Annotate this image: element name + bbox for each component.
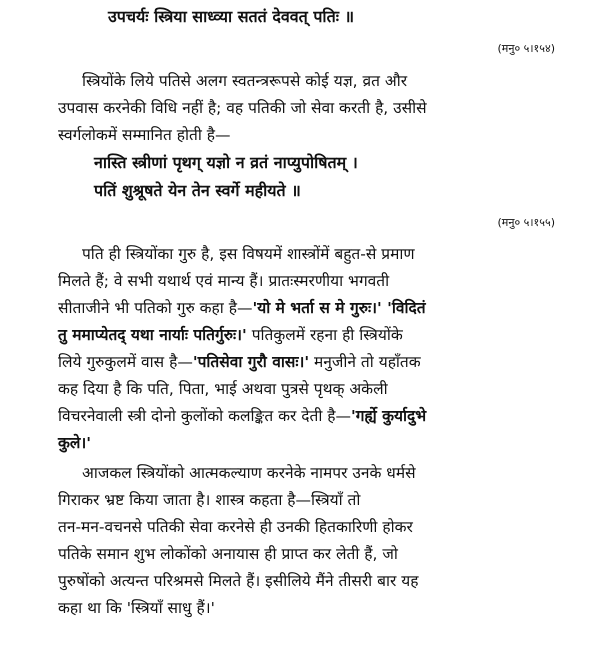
paragraph-2-line-1: पति ही स्त्रियोंका गुरु है, इस विषयमें शास्त्रोंमें बहुत-से प्रमाण [82, 245, 415, 263]
paragraph-2-line-5-text-a: लिये गुरुकुलमें वास है— [58, 353, 193, 371]
paragraph-2-line-7-text: विचरनेवाली स्त्री दोनो कुलोंको कलङ्कित कर देती है— [58, 407, 351, 425]
paragraph-2-line-2: मिलते हैं; वे सभी यथार्थ एवं मान्य हैं। प्रातःस्मरणीया भगवती [58, 272, 390, 290]
paragraph-3-line-2: गिराकर भ्रष्ट किया जाता है। शास्त्र कहता है—स्त्रियाँ तो [58, 491, 361, 509]
paragraph-3-line-5: पुरुषोंको अत्यन्त परिश्रमसे मिलते हैं। इसीलिये मैंने तीसरी बार यह [58, 572, 419, 590]
paragraph-3-line-1: आजकल स्त्रियोंको आत्मकल्याण करनेके नामपर उनके धर्मसे [82, 464, 416, 482]
verse-reference-1: (मनु० ५।१५४) [497, 42, 555, 55]
paragraph-1-line-3: स्वर्गलोकमें सम्मानित होती है— [58, 126, 231, 144]
quote-patiseva-gurau-vasah: 'पतिसेवा गुरौ वासः।' [192, 353, 310, 371]
verse-manu-5-155-line-2: पतिं शुश्रूषते येन तेन स्वर्गे महीयते ॥ [94, 181, 301, 200]
paragraph-2-line-5 [58, 351, 421, 373]
verse-manu-5-154: उपचर्यः स्त्रिया साध्व्या सततं देववत् पतिः ॥ [108, 7, 355, 26]
paragraph-2-line-3 [58, 297, 426, 319]
paragraph-1-line-2: उपवास करनेकी विधि नहीं है; वह पतिकी जो सेवा करती है, उसीसे [58, 99, 427, 117]
quote-viditam-tu: तु ममाप्येतद् यथा नार्याः पतिर्गुरुः।' [58, 326, 247, 344]
paragraph-1-line-1: स्त्रियोंके लिये पतिसे अलग स्वतन्त्ररूपसे कोई यज्ञ, व्रत और [82, 72, 408, 90]
paragraph-2-line-4-text: पतिकुलमें रहना ही स्त्रियोंके [246, 326, 403, 344]
quote-garhye-kuryat: 'गर्ह्ये कुर्यादुभे [351, 407, 427, 425]
paragraph-2-line-8: कुले।' [58, 434, 92, 452]
paragraph-3-line-3: तन-मन-वचनसे पतिकी सेवा करनेसे ही उनकी हितकारिणी होकर [58, 518, 413, 536]
paragraph-3-line-4: पतिके समान शुभ लोकोंको अनायास ही प्राप्त कर लेती हैं, जो [58, 545, 398, 563]
paragraph-2-line-7 [58, 405, 426, 427]
paragraph-2-line-4 [58, 324, 403, 346]
verse-reference-2: (मनु० ५।१५५) [497, 216, 555, 229]
verse-manu-5-155-line-1: नास्ति स्त्रीणां पृथग् यज्ञो न व्रतं नाप्युपोषितम् । [94, 153, 358, 172]
paragraph-2-line-3-text: सीताजीने भी पतिको गुरु कहा है— [58, 299, 253, 317]
paragraph-2-line-5-text-b: मनुजीने तो यहाँतक [309, 353, 421, 371]
paragraph-2-line-6: कह दिया है कि पति, पिता, भाई अथवा पुत्रसे पृथक् अकेली [58, 380, 388, 398]
quote-yo-me-bharta: 'यो मे भर्ता स मे गुरुः।' 'विदितं [252, 299, 426, 317]
paragraph-3-line-6: कहा था कि 'स्त्रियाँ साधु हैं।' [58, 599, 215, 617]
